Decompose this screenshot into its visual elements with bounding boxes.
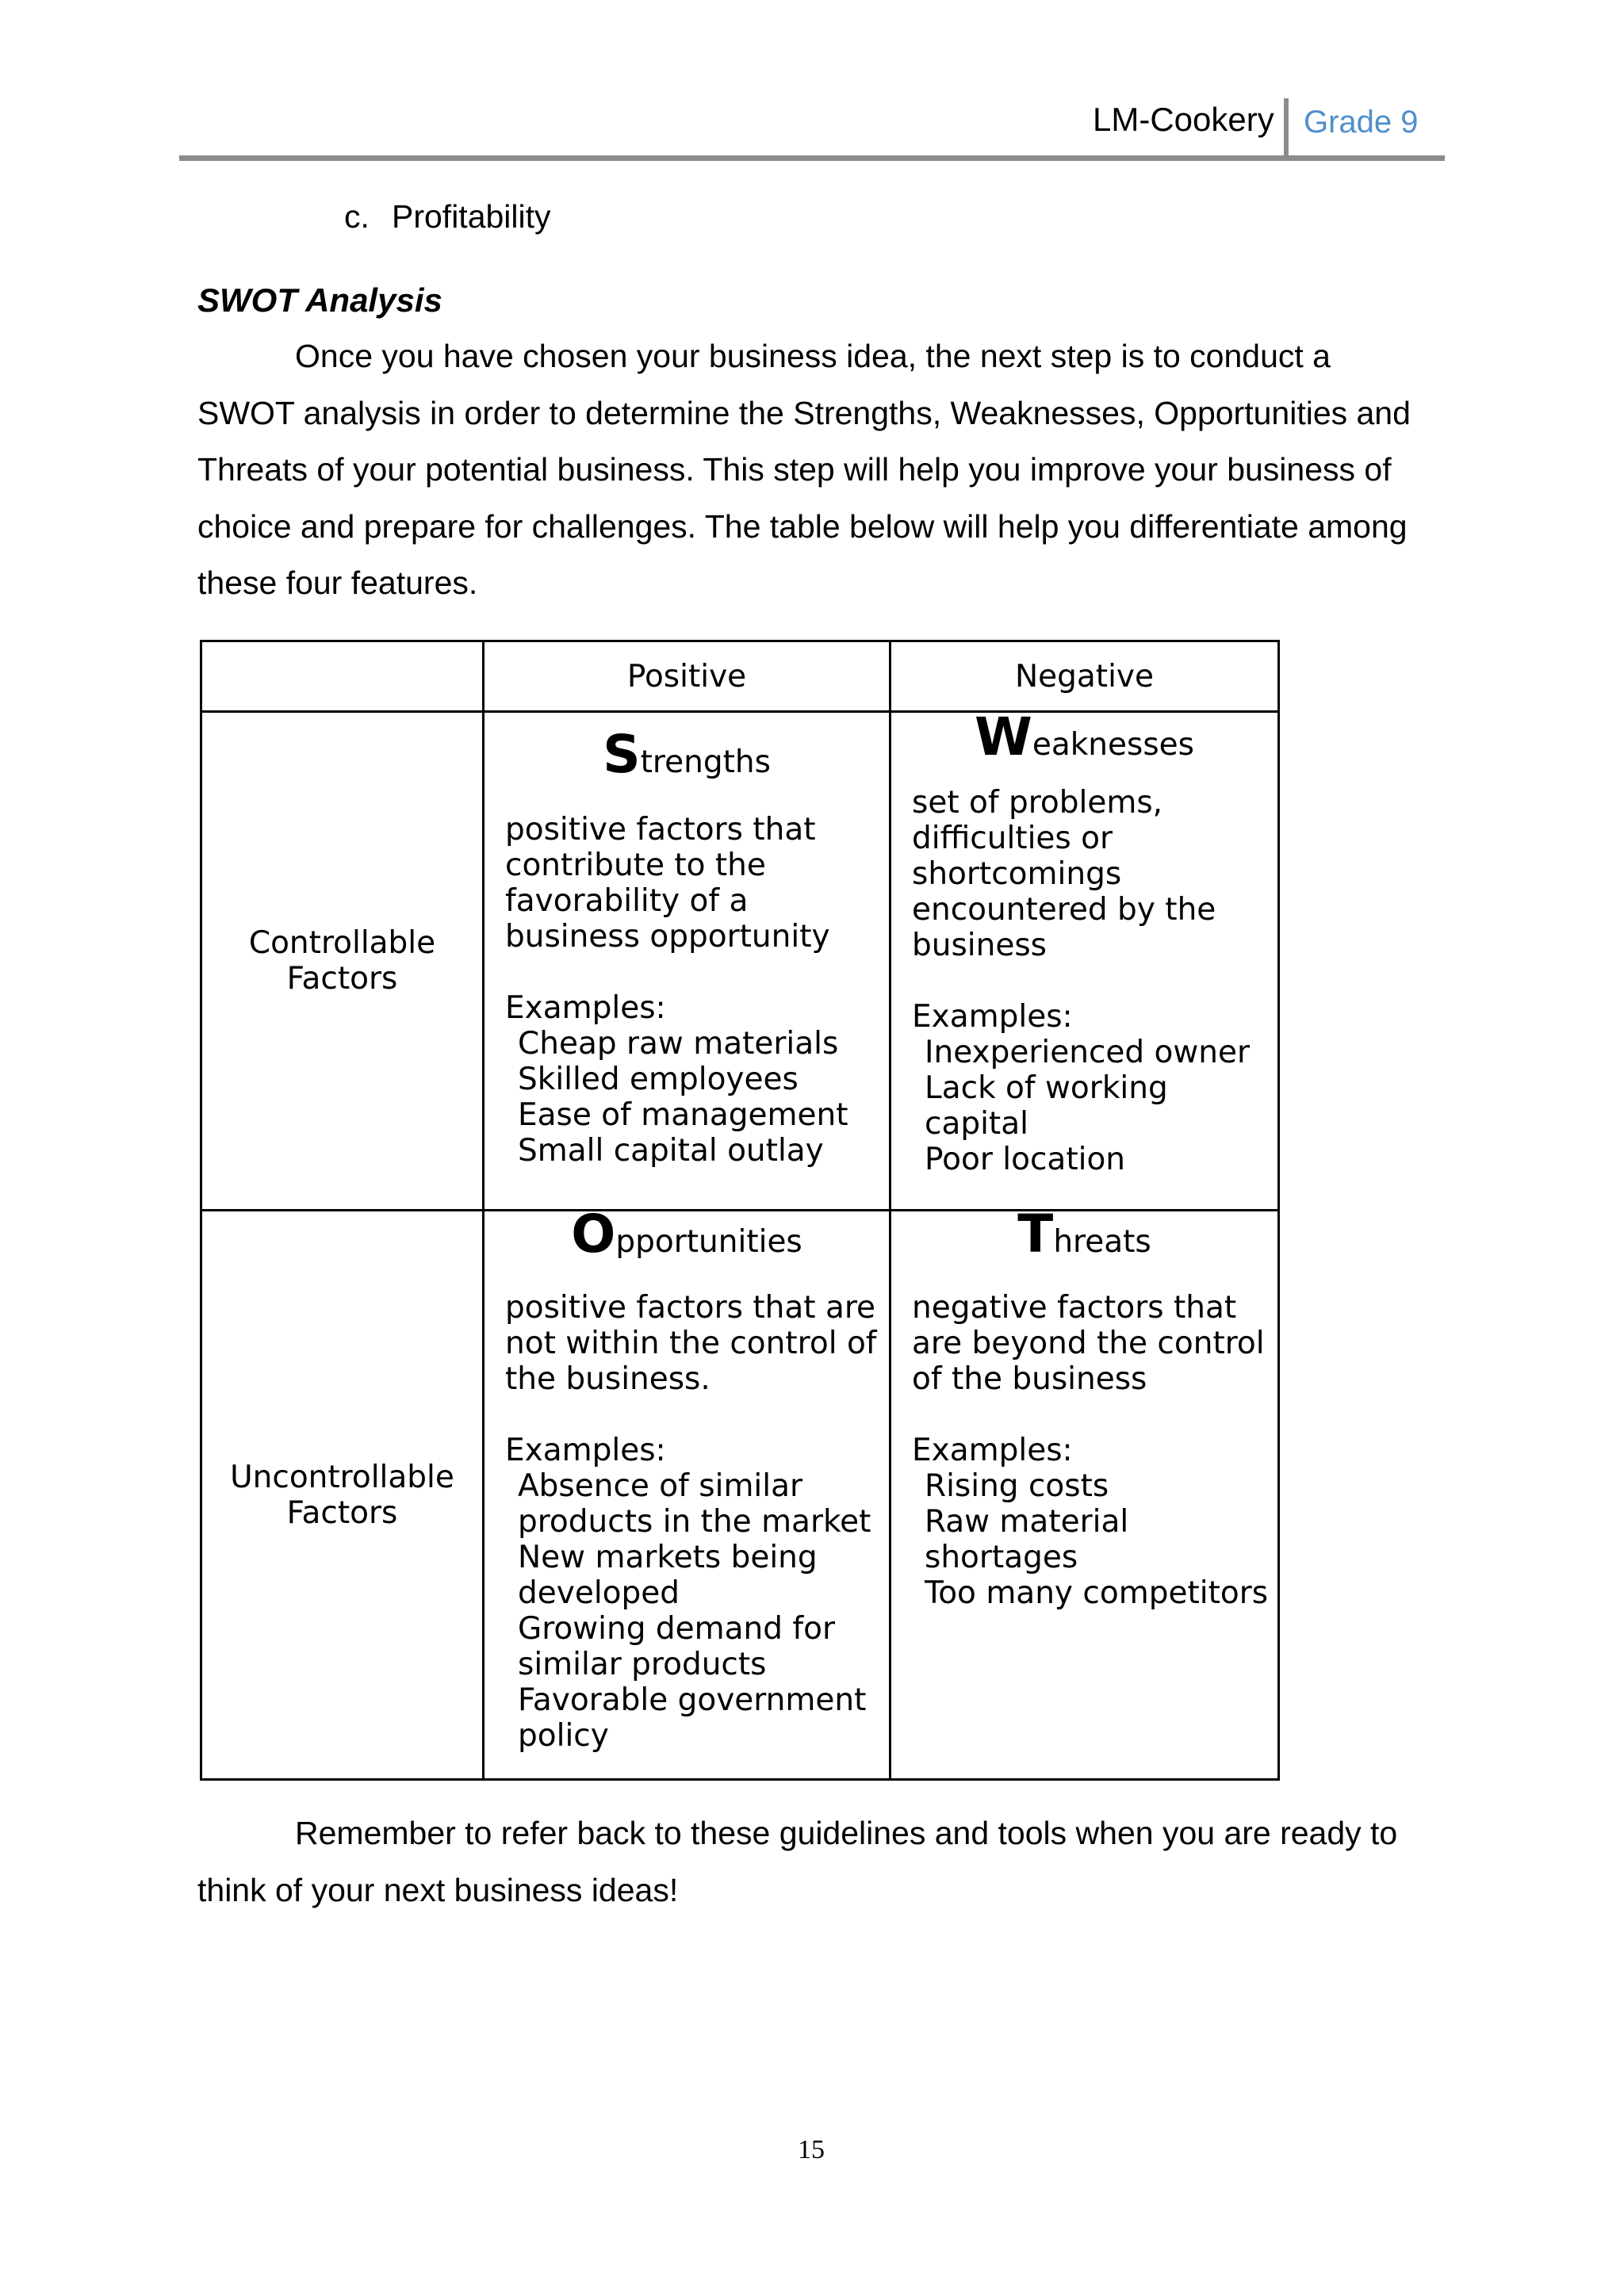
- document-header-title: LM-Cookery: [1093, 101, 1274, 138]
- list-item: Lack of working capital: [925, 1070, 1168, 1142]
- swot-row-uncontrollable: [201, 1211, 1279, 1780]
- list-item: Ease of management: [518, 1097, 848, 1133]
- strengths-examples-list: [505, 1026, 889, 1169]
- strengths-title: [485, 724, 889, 785]
- list-item: Rising costs: [925, 1468, 1109, 1504]
- intro-paragraph: [197, 328, 1434, 612]
- strengths-examples-label: Examples:: [505, 990, 666, 1026]
- list-item: Absence of similar products in the market: [518, 1468, 871, 1540]
- swot-cell-weaknesses: [891, 706, 1279, 1211]
- section-title: SWOT Analysis: [197, 281, 442, 319]
- list-item: Too many competitors: [925, 1575, 1269, 1611]
- swot-header-row: [201, 641, 1279, 712]
- intro-text: Once you have chosen your business idea, the next step is to conduct a SWOT analysis in order to determine the Strengths, Weaknesses, Opportunities and Threats of your potential business. This step will help you improve your business of choice and prepare for challenges. The table below will help you differentiate among these four features.: [197, 338, 1411, 601]
- opportunities-examples-list: [505, 1468, 889, 1754]
- swot-col-header-positive: Positive: [484, 641, 891, 712]
- list-item: New markets being developed: [518, 1540, 818, 1611]
- opportunities-initial: O: [571, 1203, 616, 1265]
- threats-title: [891, 1203, 1277, 1265]
- page-number: 15: [798, 2135, 825, 2164]
- strengths-title-rest: trengths: [640, 744, 771, 780]
- header-rule: [179, 155, 1445, 161]
- list-item: Skilled employees: [518, 1062, 799, 1097]
- list-item: Cheap raw materials: [518, 1026, 839, 1062]
- threats-title-rest: hreats: [1053, 1224, 1151, 1260]
- weaknesses-title: [891, 706, 1277, 767]
- threats-initial: T: [1017, 1203, 1054, 1265]
- swot-cell-threats: [891, 1203, 1279, 1780]
- weaknesses-description: set of problems, difficulties or shortcomings encountered by the business: [912, 785, 1216, 963]
- list-item: Small capital outlay: [518, 1133, 824, 1169]
- opportunities-title-rest: pportunities: [615, 1224, 802, 1260]
- strengths-description: positive factors that contribute to the favorability of a business opportunity: [505, 812, 830, 955]
- closing-text: Remember to refer back to these guidelines and tools when you are ready to think of your next business ideas!: [197, 1815, 1398, 1908]
- swot-cell-opportunities: [484, 1203, 891, 1780]
- swot-row-controllable: [201, 712, 1279, 1211]
- row-label-controllable: Controllable Factors: [201, 712, 484, 1211]
- swot-col-header-negative: Negative: [891, 641, 1279, 712]
- threats-examples-list: [912, 1468, 1277, 1611]
- weaknesses-title-rest: eaknesses: [1032, 727, 1194, 763]
- header-divider: [1284, 98, 1289, 159]
- weaknesses-examples-list: [912, 1035, 1277, 1177]
- list-item: Raw material shortages: [925, 1504, 1129, 1575]
- swot-table: [200, 640, 1280, 1781]
- list-item-text: Profitability: [392, 198, 551, 235]
- opportunities-description: positive factors that are not within the control of the business.: [505, 1290, 877, 1397]
- list-item: Growing demand for similar products: [518, 1611, 835, 1682]
- swot-corner-cell: [201, 641, 484, 712]
- opportunities-title: [485, 1203, 889, 1265]
- list-item: Inexperienced owner: [925, 1035, 1251, 1070]
- weaknesses-initial: W: [975, 706, 1032, 767]
- closing-paragraph: [197, 1805, 1434, 1919]
- threats-examples-label: Examples:: [912, 1433, 1073, 1468]
- list-item: Poor location: [925, 1142, 1126, 1177]
- weaknesses-examples-label: Examples:: [912, 999, 1073, 1035]
- swot-cell-strengths: [484, 712, 891, 1211]
- row-label-uncontrollable: Uncontrollable Factors: [201, 1211, 484, 1780]
- threats-description: negative factors that are beyond the control of the business: [912, 1290, 1265, 1397]
- list-item-letter: c.: [344, 198, 370, 235]
- opportunities-examples-label: Examples:: [505, 1433, 666, 1468]
- document-header-grade: Grade 9: [1304, 105, 1419, 140]
- strengths-initial: S: [603, 724, 641, 785]
- list-item: Favorable government policy: [518, 1682, 867, 1754]
- list-item-profitability: [344, 198, 551, 235]
